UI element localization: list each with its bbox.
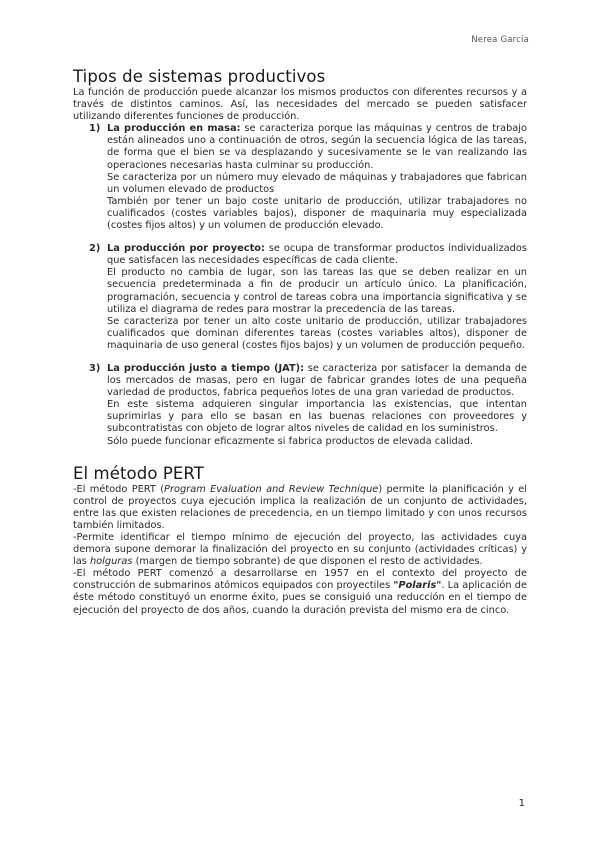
list-number: 1) bbox=[89, 123, 101, 135]
item-lead: La producción por proyecto: bbox=[107, 243, 265, 255]
section-intro: La función de producción puede alcanzar los mismos productos con diferentes recursos y a través de distintos caminos. Así, las necesidades del mercado se pueden satisfacer utilizando diferentes funciones de producción. bbox=[73, 87, 527, 123]
item-paragraph bbox=[107, 243, 527, 267]
page-number: 1 bbox=[518, 798, 525, 809]
italic-text: Program Evaluation and Review Technique bbox=[164, 483, 379, 495]
item-text: se ocupa de transformar productos individualizados que satisfacen las necesidades específicas de cada cliente. bbox=[107, 243, 527, 267]
list-number: 2) bbox=[89, 243, 101, 255]
list-item-produccion-jat bbox=[73, 363, 527, 448]
list-item-produccion-proyecto bbox=[73, 243, 527, 352]
bold-italic-text: "Polaris" bbox=[393, 580, 442, 592]
item-paragraph: En este sistema adquieren singular importancia las existencias, que intentan suprimirlas y para ello se basan en las buenas relaciones con proveedores y subcontratistas con objeto de lograr altos niveles de calidad en los suministros. bbox=[107, 399, 527, 435]
text-run: ) permite la planificación y el control de proyectos cuya ejecución implica la realización de un conjunto de actividades, entre las que existen relaciones de precedencia, en un tiempo limitado y con unos recursos también limitados. bbox=[73, 483, 527, 531]
item-paragraph bbox=[107, 363, 527, 399]
item-paragraph: El producto no cambia de lugar, son las tareas las que se deben realizar en un secuencia predeterminada a fin de producir un artículo único. La planificación, programación, secuencia y control de tareas cobra una importancia significativa y se utiliza el diagrama de redes para mostrar la precedencia de las tareas. bbox=[107, 267, 527, 315]
item-paragraph bbox=[107, 123, 527, 171]
item-paragraph: Sólo puede funcionar eficazmente si fabrica productos de elevada calidad. bbox=[107, 435, 474, 447]
item-paragraph: También por tener un bajo coste unitario de producción, utilizar trabajadores no cualificados (costes variables bajos), disponer de maquinaria muy especializada (costes fijos altos) y un volumen de producción elevado. bbox=[107, 195, 527, 232]
list-number: 3) bbox=[89, 362, 101, 374]
header-author: Nerea García bbox=[471, 35, 529, 45]
pert-paragraph bbox=[73, 484, 527, 532]
pert-paragraph bbox=[73, 568, 527, 616]
list-item-produccion-masa bbox=[73, 123, 527, 232]
text-run: -El método PERT ( bbox=[73, 483, 165, 495]
pert-section bbox=[73, 484, 527, 617]
section-title-sistemas-productivos: Tipos de sistemas productivos bbox=[73, 67, 326, 86]
text-run: -El método PERT comenzó a desarrollarse en 1957 en el contexto del proyecto de construcción de submarinos atómicos equipados con proyectiles bbox=[73, 568, 527, 592]
item-text: se caracteriza porque las máquinas y centros de trabajo están alineados uno a continuación de otros, según la secuencia lógica de las tareas, de forma que el bien se va desplazando y sucesivamente se le van realizando las operaciones necesarias hasta culminar su producción. bbox=[107, 123, 528, 171]
italic-text: holguras bbox=[89, 556, 133, 568]
text-run: -Permite identificar el tiempo mínimo de ejecución del proyecto, las actividades cuya demora supone demorar la finalización del proyecto en su conjunto (actividades críticas) y las bbox=[73, 532, 527, 568]
text-run: . La aplicación de éste método constituyó un enorme éxito, pues se consiguió una reducción en el tiempo de ejecución del proyecto de dos años, cuando la duración prevista del mismo era de cinco. bbox=[73, 580, 527, 616]
item-text: se caracteriza por satisfacer la demanda de los mercados de masas, pero en lugar de fabricar grandes lotes de una pequeña variedad de productos, fabrica pequeños lotes de una gran variedad de productos. bbox=[107, 362, 527, 399]
item-lead: La producción justo a tiempo (JAT): bbox=[107, 362, 305, 374]
item-lead: La producción en masa: bbox=[107, 123, 241, 135]
item-paragraph: Se caracteriza por tener un alto coste unitario de producción, utilizar trabajadores cualificados que dominan diferentes tareas (costes variables altos), disponer de maquinaria de uso general (costes fijos bajos) y un volumen de producción pequeño. bbox=[107, 315, 527, 351]
pert-paragraph bbox=[73, 532, 527, 568]
production-systems-list bbox=[73, 123, 527, 447]
text-run: (margen de tiempo sobrante) de que disponen el resto de actividades. bbox=[132, 556, 483, 568]
section-title-metodo-pert: El método PERT bbox=[73, 463, 204, 483]
item-paragraph: Se caracteriza por un número muy elevado de máquinas y trabajadores que fabrican un volumen elevado de productos bbox=[107, 171, 527, 195]
document-body bbox=[73, 67, 527, 617]
